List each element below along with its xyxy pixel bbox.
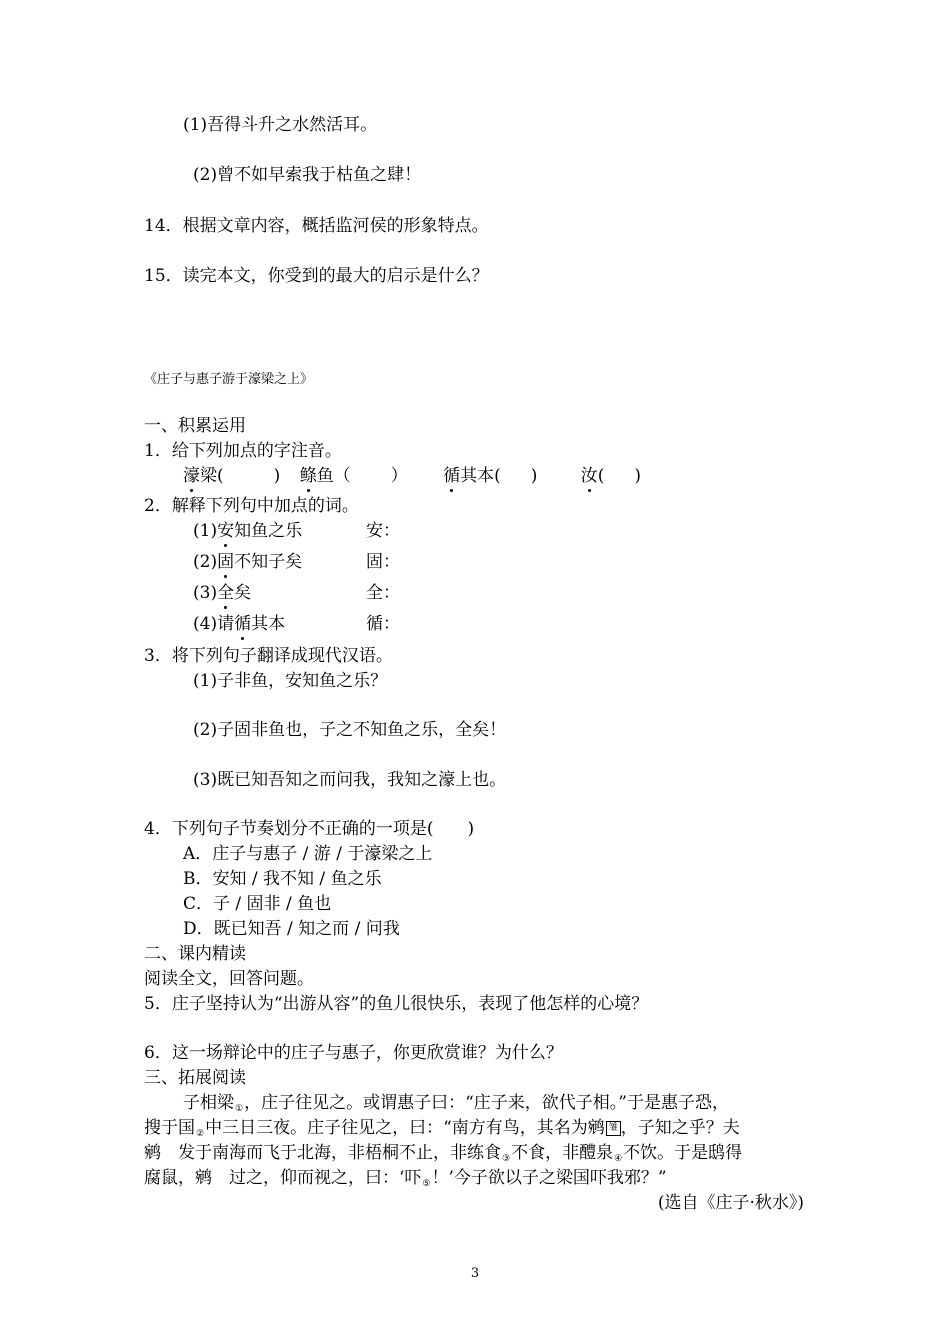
note-marker-5: ⑤ — [422, 1179, 431, 1189]
section-heading-3: 三、拓展阅读 — [144, 1068, 246, 1088]
missing-glyph-box: 雏 — [606, 1121, 621, 1136]
instruction: 阅读全文，回答问题。 — [144, 969, 314, 989]
pinyin-item-1: 濠梁( ) — [183, 466, 281, 486]
note-marker-1: ① — [235, 1104, 244, 1114]
explain-item-4: (4)请循其本 — [193, 614, 286, 634]
question-6: 6．这一场辩论中的庄子与惠子，你更欣赏谁？为什么？ — [144, 1043, 563, 1063]
question-14: 14．根据文章内容，概括监河侯的形象特点。 — [144, 216, 489, 236]
dotted-char: 固 — [217, 552, 235, 572]
explain-item-1: (1)安知鱼之乐 — [193, 521, 303, 541]
question-3-stem: 3．将下列句子翻译成现代汉语。 — [144, 646, 393, 666]
explain-word-1: 安： — [366, 521, 400, 541]
explain-item-2: (2)固不知子矣 — [193, 552, 303, 572]
translation-item-2: (2)曾不如早索我于枯鱼之肆！ — [193, 165, 422, 185]
question-1-stem: 1．给下列加点的字注音。 — [144, 441, 342, 461]
passage-line-2: 搜于国②中三日三夜。庄子往见之，曰：“南方有鸟，其名为鹓 雏 ，子知之乎？夫 — [144, 1118, 740, 1139]
translation-item-1: (1)吾得斗升之水然活耳。 — [183, 115, 378, 135]
passage-line-1: 子相梁①，庄子往见之。或谓惠子曰：“庄子来，欲代子相。”于是惠子恐， — [183, 1093, 729, 1114]
translate-item-1: (1)子非鱼，安知鱼之乐？ — [193, 671, 388, 691]
question-2-stem: 2．解释下列句中加点的词。 — [144, 496, 359, 516]
passage-line-3: 鹓 发于南海而飞于北海，非梧桐不止，非练食③不食，非醴泉④不饮。于是鸱得 — [144, 1143, 743, 1164]
page-number: 3 — [470, 1266, 480, 1281]
passage-source: (选自《庄子·秋水》) — [657, 1193, 804, 1213]
question-5: 5．庄子坚持认为“出游从容”的鱼儿很快乐，表现了他怎样的心境？ — [144, 994, 649, 1014]
explain-word-3: 全： — [366, 583, 400, 603]
explain-word-4: 循： — [366, 614, 400, 634]
section-heading-1: 一、积累运用 — [144, 416, 246, 436]
section-title: 《庄子与惠子游于濠梁之上》 — [144, 372, 314, 387]
note-marker-2: ② — [196, 1129, 205, 1139]
passage-line-4: 腐鼠，鹓 过之，仰而视之，曰：‘吓⑤！’今子欲以子之梁国吓我邪？” — [144, 1168, 667, 1189]
explain-word-2: 固： — [366, 552, 400, 572]
question-15: 15．读完本文，你受到的最大的启示是什么？ — [144, 266, 489, 286]
pinyin-row — [183, 465, 641, 487]
dotted-char: 循 — [443, 466, 461, 486]
section-heading-2: 二、课内精读 — [144, 944, 246, 964]
explain-item-3: (3)全矣 — [193, 583, 252, 603]
pinyin-item-3: 循其本( ) — [443, 466, 538, 486]
dotted-char: 汝 — [580, 466, 598, 486]
option-a: A．庄子与惠子 / 游 / 于濠梁之上 — [183, 844, 433, 864]
dotted-char: 鲦 — [299, 466, 317, 486]
option-b: B．安知 / 我不知 / 鱼之乐 — [183, 869, 382, 889]
pinyin-item-4: 汝( ) — [580, 466, 642, 486]
pinyin-item-2: 鲦鱼（ ） — [299, 466, 408, 486]
dotted-char: 安 — [217, 521, 235, 541]
note-marker-4: ④ — [614, 1154, 623, 1164]
option-d: D．既已知吾 / 知之而 / 问我 — [183, 919, 400, 939]
question-4-stem: 4．下列句子节奏划分不正确的一项是( ) — [144, 819, 475, 839]
note-marker-3: ③ — [502, 1154, 511, 1164]
translate-item-2: (2)子固非鱼也，子之不知鱼之乐，全矣！ — [193, 720, 507, 740]
dotted-char: 濠 — [183, 466, 200, 486]
option-c: C．子 / 固非 / 鱼也 — [183, 894, 332, 914]
dotted-char: 循 — [234, 614, 252, 634]
translate-item-3: (3)既已知吾知之而问我，我知之濠上也。 — [193, 770, 507, 790]
dotted-char: 全 — [217, 583, 235, 603]
